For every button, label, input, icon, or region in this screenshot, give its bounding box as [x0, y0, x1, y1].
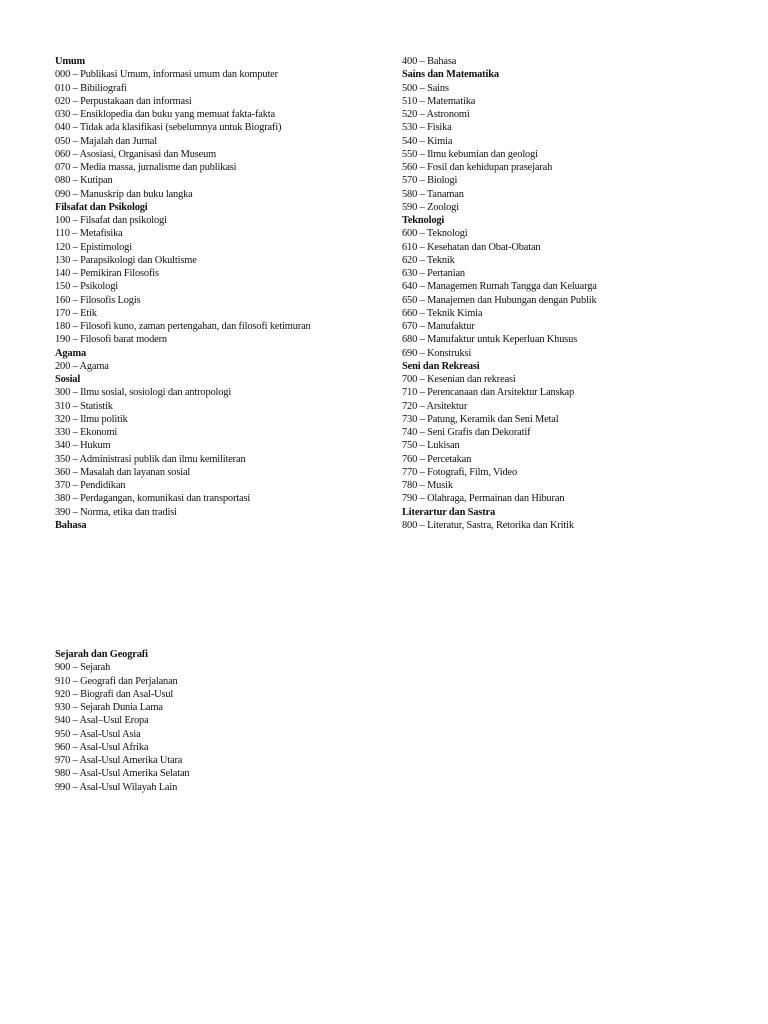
- section-heading: Bahasa: [55, 519, 87, 531]
- section-heading: Agama: [55, 347, 86, 359]
- section-heading: Umum: [55, 56, 85, 67]
- classification-entry: 110 – Metafisika: [55, 228, 123, 240]
- classification-entry: 310 – Statistik: [55, 400, 113, 412]
- classification-entry: 190 – Filosofi barat modern: [55, 334, 167, 346]
- classification-entry: 510 – Matematika: [402, 95, 476, 107]
- classification-entry: 980 – Asal-Usul Amerika Selatan: [55, 768, 190, 780]
- classification-entry: 390 – Norma, etika dan tradisi: [55, 506, 177, 518]
- classification-entry: 910 – Geografi dan Perjalanan: [55, 675, 178, 687]
- section-heading: Sejarah dan Geografi: [55, 649, 148, 660]
- classification-entry: 710 – Perencanaan dan Arsitektur Lanskap: [402, 387, 575, 399]
- classification-entry: 950 – Asal-Usul Asia: [55, 728, 141, 740]
- classification-entry: 750 – Lukisan: [402, 440, 460, 452]
- classification-entry: 090 – Manuskrip dan buku langka: [55, 188, 193, 200]
- classification-entry: 970 – Asal-Usul Amerika Utara: [55, 755, 183, 766]
- classification-entry: 120 – Epistimologi: [55, 241, 132, 253]
- section-heading: Sosial: [55, 374, 81, 385]
- classification-entry: 570 – Biologi: [402, 175, 458, 187]
- classification-entry: 580 – Tanaman: [402, 188, 464, 200]
- classification-entry: 140 – Pemikiran Filosofis: [55, 268, 159, 279]
- classification-entry: 940 – Asal–Usul Eropa: [55, 715, 149, 727]
- left-column: [55, 55, 395, 532]
- classification-entry: 780 – Musik: [402, 480, 453, 491]
- classification-entry: 640 – Managemen Rumah Tangga dan Keluarga: [402, 281, 597, 293]
- classification-entry: 670 – Manufaktur: [402, 321, 475, 332]
- classification-entry: 500 – Sains: [402, 82, 449, 94]
- classification-entry: 010 – Bibiliografi: [55, 82, 127, 94]
- classification-entry: 900 – Sejarah: [55, 662, 111, 674]
- classification-entry: 350 – Administrasi publik dan ilmu kemiliteran: [55, 453, 246, 465]
- classification-entry: 080 – Kutipan: [55, 175, 113, 187]
- classification-entry: 170 – Etik: [55, 307, 97, 319]
- classification-entry: 000 – Publikasi Umum, informasi umum dan komputer: [55, 69, 278, 81]
- section-heading: Seni dan Rekreasi: [402, 360, 480, 372]
- classification-entry: 590 – Zoologi: [402, 201, 459, 213]
- classification-entry: 790 – Olahraga, Permainan dan Hiburan: [402, 493, 565, 505]
- classification-entry: 070 – Media massa, jurnalisme dan publikasi: [55, 162, 237, 173]
- classification-entry: 690 – Konstruksi: [402, 347, 472, 359]
- classification-entry: 720 – Arsitektur: [402, 400, 468, 412]
- classification-entry: 960 – Asal-Usul Afrika: [55, 741, 149, 753]
- classification-entry: 400 – Bahasa: [402, 56, 457, 67]
- classification-entry: 340 – Hukum: [55, 440, 111, 452]
- bottom-section: [55, 648, 395, 794]
- classification-entry: 520 – Astronomi: [402, 109, 470, 120]
- classification-entry: 560 – Fosil dan kehidupan prasejarah: [402, 162, 553, 173]
- classification-entry: 990 – Asal-Usul Wilayah Lain: [55, 781, 178, 793]
- classification-entry: 630 – Pertanian: [402, 268, 465, 279]
- classification-entry: 550 – Ilmu kebumian dan geologi: [402, 148, 538, 160]
- classification-entry: 300 – Ilmu sosial, sosiologi dan antropologi: [55, 387, 232, 399]
- classification-entry: 030 – Ensiklopedia dan buku yang memuat fakta-fakta: [55, 109, 276, 120]
- section-heading: Teknologi: [402, 215, 445, 226]
- right-column: [402, 55, 742, 532]
- classification-entry: 760 – Percetakan: [402, 453, 472, 465]
- classification-entry: 320 – Ilmu politik: [55, 413, 128, 425]
- classification-entry: 660 – Teknik Kimia: [402, 307, 483, 319]
- classification-entry: 650 – Manajemen dan Hubungan dengan Publik: [402, 294, 597, 306]
- classification-entry: 700 – Kesenian dan rekreasi: [402, 374, 516, 385]
- section-heading: Literartur dan Sastra: [402, 506, 496, 518]
- classification-entry: 930 – Sejarah Dunia Lama: [55, 702, 163, 713]
- classification-entry: 020 – Perpustakaan dan informasi: [55, 95, 192, 107]
- classification-entry: 620 – Teknik: [402, 254, 455, 266]
- classification-entry: 740 – Seni Grafis dan Dekoratif: [402, 427, 531, 438]
- classification-entry: 330 – Ekonomi: [55, 427, 118, 438]
- classification-entry: 100 – Filsafat dan psikologi: [55, 215, 167, 226]
- classification-entry: 730 – Patung, Keramik dan Seni Metal: [402, 413, 559, 425]
- classification-entry: 920 – Biografi dan Asal-Usul: [55, 688, 174, 700]
- classification-entry: 380 – Perdagangan, komunikasi dan transportasi: [55, 493, 251, 505]
- classification-entry: 600 – Teknologi: [402, 228, 468, 240]
- classification-entry: 180 – Filosofi kuno, zaman pertengahan, dan filosofi ketimuran: [55, 321, 311, 332]
- classification-entry: 040 – Tidak ada klasifikasi (sebelumnya untuk Biografi): [55, 122, 282, 134]
- classification-entry: 060 – Asosiasi, Organisasi dan Museum: [55, 148, 217, 160]
- classification-entry: 360 – Masalah dan layanan sosial: [55, 466, 191, 478]
- classification-entry: 150 – Psikologi: [55, 281, 118, 293]
- classification-entry: 200 – Agama: [55, 360, 109, 372]
- classification-entry: 050 – Majalah dan Jurnal: [55, 135, 158, 147]
- classification-entry: 680 – Manufaktur untuk Keperluan Khusus: [402, 334, 578, 346]
- classification-entry: 160 – Filosofis Logis: [55, 294, 141, 306]
- classification-entry: 370 – Pendidikan: [55, 480, 126, 491]
- classification-entry: 130 – Parapsikologi dan Okultisme: [55, 254, 197, 266]
- classification-entry: 770 – Fotografi, Film, Video: [402, 466, 518, 478]
- classification-entry: 800 – Literatur, Sastra, Retorika dan Kritik: [402, 519, 574, 531]
- classification-entry: 540 – Kimia: [402, 135, 453, 147]
- classification-entry: 530 – Fisika: [402, 122, 452, 134]
- section-heading: Sains dan Matematika: [402, 69, 499, 81]
- classification-entry: 610 – Kesehatan dan Obat-Obatan: [402, 241, 541, 253]
- section-heading: Filsafat dan Psikologi: [55, 201, 148, 213]
